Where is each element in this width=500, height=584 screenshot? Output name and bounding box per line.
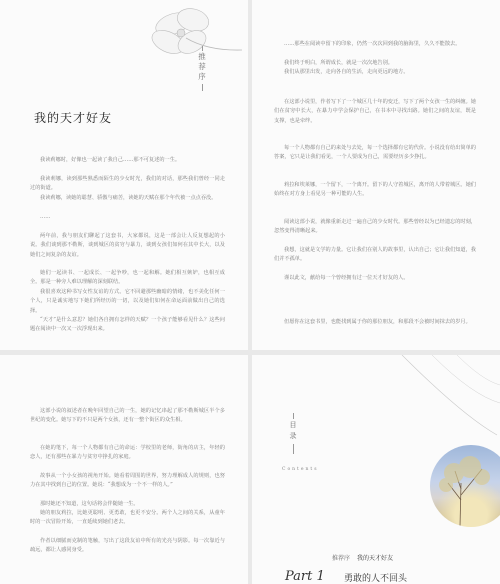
lead-paragraph: 我读莉娜，读到那些熟悉而陌生的少女时光，我们的对话，那些我们曾经一同走过的街道。	[30, 176, 225, 192]
lead-paragraph: 我读莉娜时，好像也一起读了我自己……那不可复述的一生。	[40, 157, 181, 163]
paragraph: 那时她还不知道，这句话将会伴随她一生。	[40, 501, 139, 507]
toc-entry-preface[interactable]	[332, 553, 393, 562]
paragraph: 故事从一个小女孩的视角开始。她看着周围的世界，努力理解成人的规则，也努力在其中找到自己的位置。她说：“我想成为一个不一样的人。”	[30, 473, 225, 489]
paragraph: 我想，这就是文学的力量。它让我们在别人的故事里，认出自己；它让我们知道，我们并不孤单。	[274, 247, 476, 263]
toc-entry-preface-label: 推荐序	[332, 555, 351, 562]
paragraph: 每一个人物都有自己的来处与去处，每一个选择都有它的代价。小说没有给出简单的答案，它只是让我们看见，一个人要成为自己，需要经历多少挣扎。	[274, 145, 476, 161]
flower-illustration	[138, 6, 248, 86]
landscape-painting	[430, 445, 500, 527]
paragraph: 我们终于明白，所谓成长，就是一次次地告别。	[284, 60, 393, 66]
paragraph: 我们从那里出发，走向各自的生活，走向更远的地方。	[284, 69, 409, 75]
paragraph: 作者以细腻而克制的笔触，写出了这段友谊中所有的光亮与阴影。每一次靠近与疏远，都让人感同身受。	[30, 538, 225, 554]
label-rule-bottom	[202, 84, 203, 91]
paragraph: ……那些在阅读中留下的印象，仍然一次次回到我的脑海里，久久不能散去。	[284, 41, 461, 47]
paragraph: 在这部小说里，作者写下了一个城区几十年的变迁，写下了两个女孩一生的纠缠。她们在贫穷中长大，在暴力中学会保护自己，在书本中寻找出路。她们之间的友谊，既是支撑，也是牵绊。	[274, 99, 476, 124]
body-paragraph: 两年前，我与朋友们聊起了这套书，大家都说，这是一部会让人反复想起的小说。我们谈到那不勒斯，谈到城区的贫穷与暴力，谈到女孩们如何在其中长大，以及她们之间复杂的友谊。	[30, 233, 225, 258]
toc-rule-top	[293, 413, 294, 419]
toc-label: 目录	[289, 421, 297, 440]
body-paragraph: 她们一起读书、一起成长、一起争吵，也一起和解。她们相互嫉妒，也相互成全。那是一种旁人难以理解的深刻联结。	[30, 270, 225, 286]
preface-continuation-page	[252, 0, 500, 350]
toc-part-title[interactable]: 勇敢的人不回头	[344, 574, 408, 584]
toc-subtitle: Contents	[282, 467, 319, 472]
paragraph: 谨以此文，献给每一个曾经拥有过一位天才好友的人。	[284, 275, 409, 281]
toc-rule-bottom	[293, 444, 294, 454]
tree-illustration	[430, 445, 500, 527]
preface-page	[0, 0, 248, 350]
preface-title: 我的天才好友	[34, 111, 113, 125]
body-paragraph: 我很喜欢这种书写女性友谊的方式。它不回避那些幽暗的情绪，也不美化任何一个人，只是诚实地写下她们所经历的一切，以及她们如何在命运面前做出自己的选择。	[30, 289, 225, 314]
paragraph: 莉拉和埃莱娜，一个留下，一个离开。留下的人守着城区，离开的人带着城区。她们始终在对方身上看见另一种可能的人生。	[274, 182, 476, 198]
lead-paragraph: 我读莉娜，读她的聪慧、骄傲与痛苦，读她的天赋在那个年代被一点点吞没。	[40, 195, 217, 201]
paragraph: 她的朋友莉拉，比她更聪明、更勇敢，也更不安分。两个人之间的关系，从童年时的一次冒险开始，一直延续到她们老去。	[30, 510, 225, 526]
preface-label: 推荐序	[198, 52, 206, 81]
body-paragraph: “天才”是什么意思？她们各自拥有怎样的天赋？一个孩子能够看见什么？这些问题在阅读中一次又一次浮现出来。	[30, 317, 225, 333]
paragraph: 这部小说的叙述者在晚年回望自己的一生，她的记忆串起了那不勒斯城区半个多世纪的变化。她写下的不只是两个女孩，还有一整个街区的众生相。	[30, 408, 225, 424]
toc-page	[252, 355, 500, 584]
ellipsis: ……	[40, 214, 51, 220]
label-rule-top	[202, 46, 203, 51]
toc-part-number: Part 1	[285, 569, 325, 584]
paragraph: 阅读这部小说，就像重新走过一遍自己的少女时代。那些曾经以为已经遗忘的时刻，忽然变得清晰起来。	[274, 219, 476, 235]
preface-third-page	[0, 355, 248, 584]
closing-paragraph: 但愿你在这套书里，也能找到属于你的那位朋友，和那段不会被时间抹去的岁月。	[284, 319, 471, 325]
toc-entry-preface-title: 我的天才好友	[356, 555, 393, 562]
paragraph: 在她的笔下，每一个人物都有自己的命运：学校里的老师，街角的店主，年轻的恋人，还有那些在暴力与贫穷中挣扎的家庭。	[30, 445, 225, 461]
